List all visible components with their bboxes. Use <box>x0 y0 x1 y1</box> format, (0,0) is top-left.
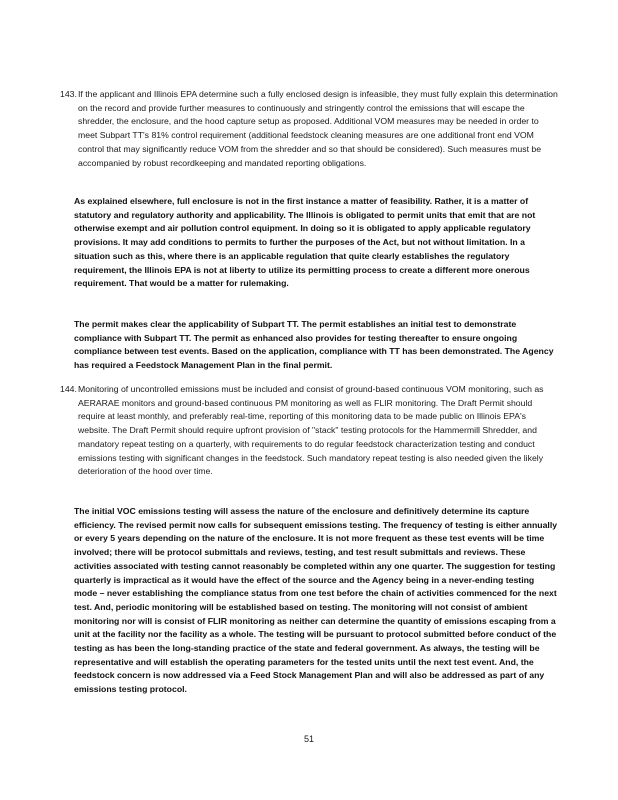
comment-text: Monitoring of uncontrolled emissions must be included and consist of ground-based continuous VOM monitoring, such as AERARAE monitors and ground-based continuous PM monitoring as well as FLIR monitoring. The Draft Permit should require at least monthly, and preferably real-time, reporting of this monitoring data to be made public on Illinois EPA's website. The Draft Permit should require upfront provision of "stack" testing protocols for the Hammermill Shredder, and mandatory repeat testing on a quarterly, with requirements to do regular feedstock characterization testing and conduct emissions testing with significant changes in the feedstock. Such mandatory repeat testing is also needed given the likely deterioration of the hood over time. <box>78 384 544 477</box>
response-paragraph-2: The permit makes clear the applicability of Subpart TT. The permit establishes an initial test to demonstrate compliance with Subpart TT. The permit as enhanced also provides for testing thereafter to ensure ongoing compliance between test events. Based on the application, compliance with TT has been demonstrated. The Agency has required a Feedstock Management Plan in the final permit. <box>74 319 554 371</box>
response-paragraph-1: As explained elsewhere, full enclosure is not in the first instance a matter of feasibility. Rather, it is a matter of statutory and regulatory authority and applicability. The Illinois is obligated to permit units that emit that are not otherwise exempt and air pollution control equipment. In doing so it is obligated to apply applicable regulatory provisions. It may add conditions to permits to further the purposes of the Act, but not without limitation. In a situation such as this, where there is an applicable regulation that quite clearly establishes the regulatory requirement, the Illinois EPA is not at liberty to utilize its permitting process to create a different more onerous requirement. That would be a matter for rulemaking. <box>74 196 536 289</box>
response-paragraph-3: The initial VOC emissions testing will assess the nature of the enclosure and definitively determine its capture efficiency. The revised permit now calls for subsequent emissions testing. The frequency of testing is either annually or every 5 years depending on the nature of the enclosure. It is not more frequent as these test events will be time involved; there will be protocol submittals and reviews, testing, and test result submittals and reviews. These activities associated with testing cannot reasonably be completed within any one quarter. The suggestion for testing quarterly is impractical as it would have the effect of the source and the Agency being in a never-ending testing mode – never establishing the compliance status from one test before the chain of activities commenced for the next test. And, periodic monitoring will be established based on testing. The monitoring will not consist of ambient monitoring nor will is consist of FLIR monitoring as neither can determine the quantity of emissions escaping from a unit at the facility nor the facility as a whole. The testing will be pursuant to protocol submitted before conduct of the testing as has been the long-standing practice of the state and federal government. As always, the testing will be representative and will establish the operating parameters for the tested units until the next test event. And, the feedstock concern is now addressed via a Feed Stock Management Plan and will also be addressed as part of any emissions testing protocol. <box>74 506 558 695</box>
comment-number: 143. <box>60 89 77 99</box>
comment-number: 144. <box>60 384 77 394</box>
comment-144 <box>60 383 560 479</box>
comment-143 <box>60 88 560 170</box>
comment-text: If the applicant and Illinois EPA determine such a fully enclosed design is infeasible, they must fully explain this determination on the record and provide further measures to continuously and stringently control the emissions that will escape the shredder, the enclosure, and the hood capture setup as proposed. Additional VOM measures may be needed in order to meet Subpart TT's 81% control requirement (additional feedstock cleaning measures are one additional front end VOM control that may significantly reduce VOM from the shredder and so that should be considered). Such measures must be accompanied by robust recordkeeping and mandated reporting obligations. <box>78 89 558 168</box>
page-number: 51 <box>303 734 314 744</box>
